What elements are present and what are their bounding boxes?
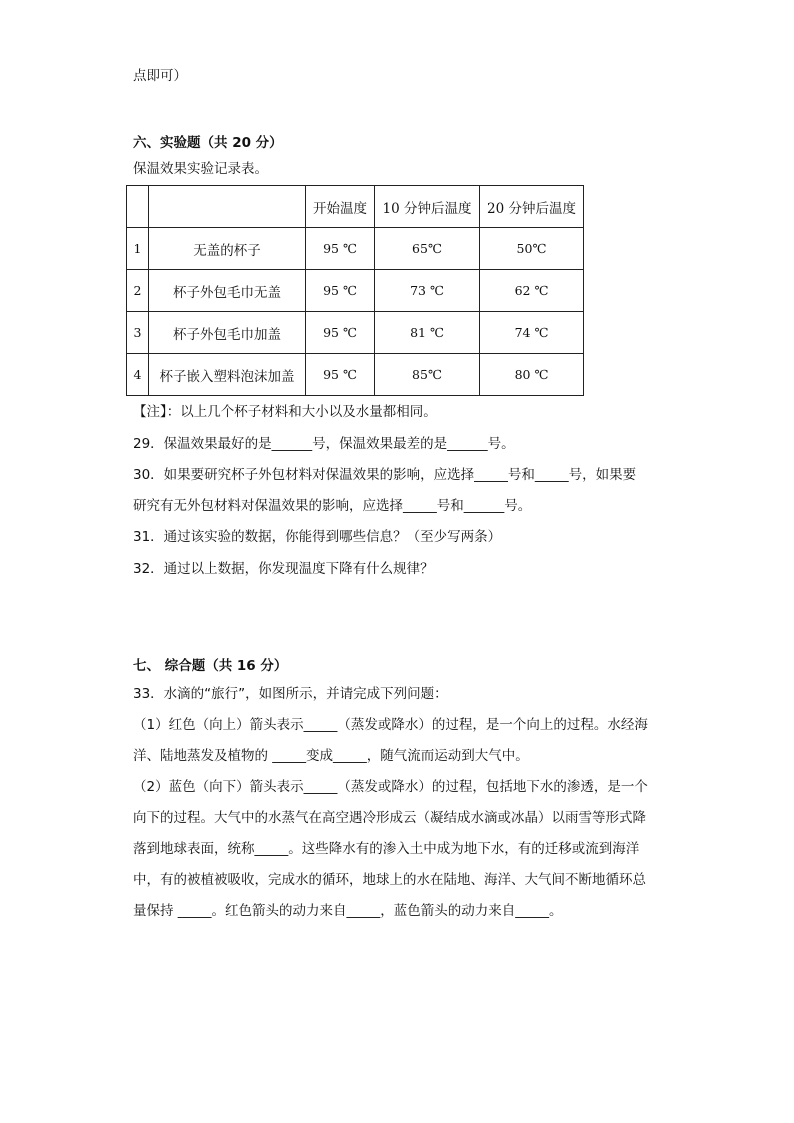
- header-cell: 20 分钟后温度: [480, 186, 584, 228]
- table-cell: 95 ℃: [306, 228, 375, 270]
- table-note: 【注】：以上几个杯子材料和大小以及水量都相同。: [133, 404, 437, 420]
- header-cell: [149, 186, 306, 228]
- part2-line3: 落到地球表面，统称_____。这些降水有的渗入土中成为地下水，有的迁移或流到海洋: [133, 841, 640, 857]
- table-cell: 杯子外包毛巾加盖: [149, 312, 306, 354]
- question-33: 33．水滴的“旅行”，如图所示，并请完成下列问题：: [133, 686, 448, 702]
- table-row: [127, 270, 584, 312]
- table-row: [127, 354, 584, 396]
- question-30-line1: 30．如果要研究杯子外包材料对保温效果的影响，应选择_____号和_____号，如果要: [133, 467, 637, 483]
- table-cell: 81 ℃: [375, 312, 480, 354]
- table-row: [127, 312, 584, 354]
- top-fragment: 点即可）: [133, 68, 187, 84]
- table-cell: 95 ℃: [306, 354, 375, 396]
- table-cell: 95 ℃: [306, 270, 375, 312]
- table-cell: 杯子嵌入塑料泡沫加盖: [149, 354, 306, 396]
- question-29: 29．保温效果最好的是______号，保温效果最差的是______号。: [133, 436, 515, 452]
- table-cell: 50℃: [480, 228, 584, 270]
- header-cell: [127, 186, 149, 228]
- question-32: 32．通过以上数据，你发现温度下降有什么规律？: [133, 561, 434, 577]
- table-cell: 73 ℃: [375, 270, 480, 312]
- table-cell: 74 ℃: [480, 312, 584, 354]
- table-cell: 无盖的杯子: [149, 228, 306, 270]
- table-cell: 95 ℃: [306, 312, 375, 354]
- table-cell: 1: [127, 228, 149, 270]
- table-header-row: [127, 186, 584, 228]
- part2-line2: 向下的过程。大气中的水蒸气在高空遇冷形成云（凝结成水滴或冰晶）以雨雪等形式降: [133, 810, 646, 826]
- table-cell: 3: [127, 312, 149, 354]
- table-cell: 85℃: [375, 354, 480, 396]
- table-cell: 杯子外包毛巾无盖: [149, 270, 306, 312]
- table-cell: 80 ℃: [480, 354, 584, 396]
- part1-line1: （1）红色（向上）箭头表示_____（蒸发或降水）的过程，是一个向上的过程。水经海: [133, 717, 648, 733]
- header-cell: 10 分钟后温度: [375, 186, 480, 228]
- section6-title: 六、实验题（共 20 分）: [133, 135, 283, 151]
- part1-line2: 洋、陆地蒸发及植物的 _____变成_____，随气流而运动到大气中。: [133, 748, 529, 764]
- question-30-line2: 研究有无外包材料对保温效果的影响，应选择_____号和______号。: [133, 498, 532, 514]
- table-caption: 保温效果实验记录表。: [133, 161, 268, 177]
- table-cell: 4: [127, 354, 149, 396]
- part2-line1: （2）蓝色（向下）箭头表示_____（蒸发或降水）的过程，包括地下水的渗透，是一个: [133, 779, 648, 795]
- insulation-record-table: [126, 185, 584, 396]
- part2-line5: 量保持 _____。红色箭头的动力来自_____，蓝色箭头的动力来自_____。: [133, 903, 563, 919]
- question-31: 31．通过该实验的数据，你能得到哪些信息？（至少写两条）: [133, 529, 502, 545]
- header-cell: 开始温度: [306, 186, 375, 228]
- table-row: [127, 228, 584, 270]
- table-cell: 2: [127, 270, 149, 312]
- table-cell: 62 ℃: [480, 270, 584, 312]
- part2-line4: 中，有的被植被吸收，完成水的循环，地球上的水在陆地、海洋、大气间不断地循环总: [133, 872, 646, 888]
- section7-title: 七、 综合题（共 16 分）: [133, 658, 288, 674]
- table-cell: 65℃: [375, 228, 480, 270]
